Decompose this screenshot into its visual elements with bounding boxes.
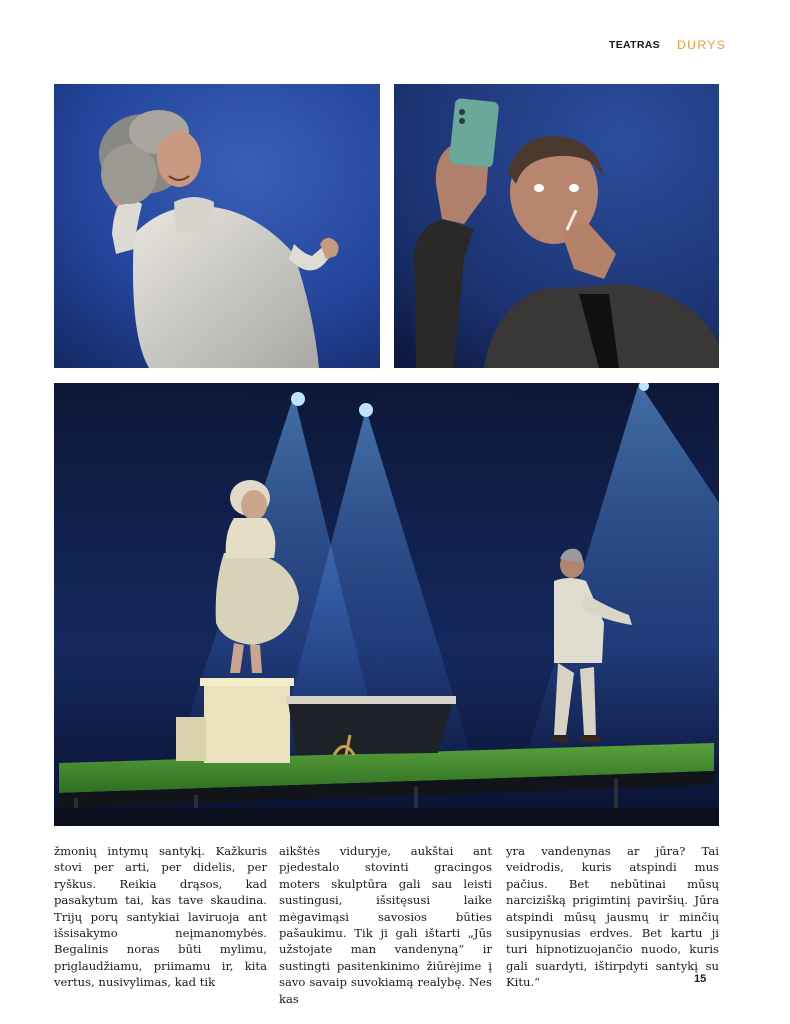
actress-with-grey-hair-photo <box>54 84 380 368</box>
page-number: 15 <box>694 973 707 985</box>
section-title: TEATRAS <box>609 39 660 51</box>
column-3-text: yra vandenynas ar jūra? Tai veidrodis, kuris atspindi mus pačius. Bet nebūtinai mūsų narcizišką prigimtinį paviršių. Jūra atspindi mūsų jausmų ir minčių susipynusias erdves. Bet kartu ji turi hipnotizuojančio nuodo, kuris gali suardyti, ištirpdyti santykį su Kitu.“ <box>506 844 719 990</box>
column-1-text: žmonių intymų santykį. Kažkuris stovi per arti, per didelis, per ryškus. Reikia drąsos, kad pasakytum tai, kas tave skaudina. Trijų porų santykiai laviruoja ant išsisakymo neįmanomybės. Begalinis noras būti mylimu, priglaudžiamu, priimamu ir, kita vertus, nusivylimas, kad tik <box>54 844 267 990</box>
text-column-1 <box>54 843 267 991</box>
column-2-text: aikštės viduryje, aukštai ant pjedestalo stovinti gracingos moters skulptūra gali sau leisti sustingusi, išsitęsusi laike mėgavimąsi savosios būties pašaukimu. Tik ji gali ištarti „Jūs užstojate man vandenyną“ ir sustingti pasitenkinimo žiūrėjime į savo savaip suvokiamą realybę. Nes kas <box>279 844 492 1006</box>
text-column-3 <box>506 843 719 991</box>
stage-scene-photo <box>54 383 719 826</box>
magazine-brand: DURYS <box>677 38 727 52</box>
actor-taking-selfie-photo <box>394 84 719 368</box>
text-column-2 <box>279 843 492 1007</box>
